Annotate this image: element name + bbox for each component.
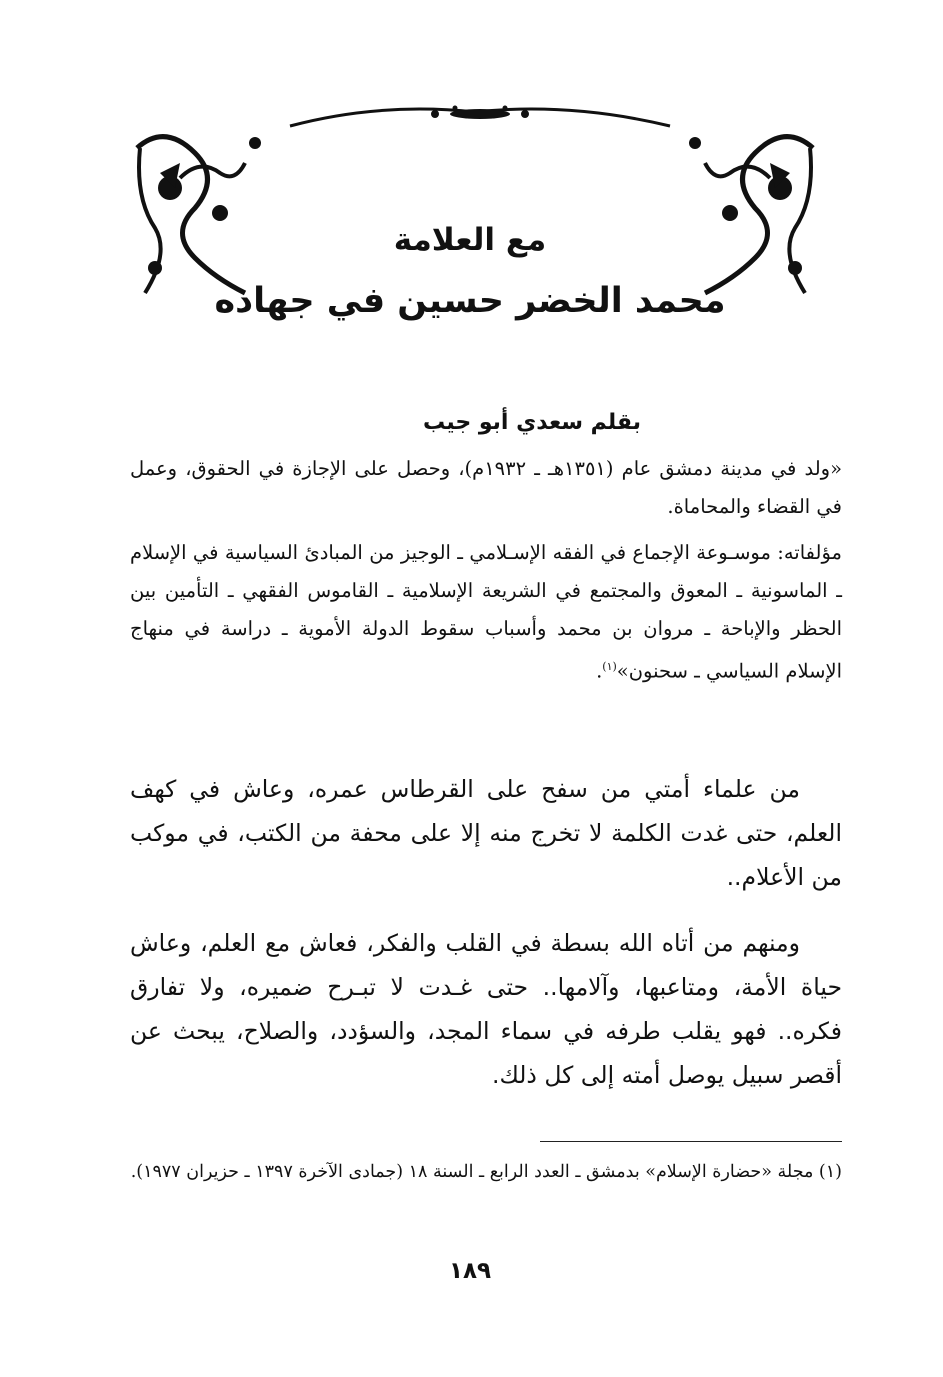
author-byline: بقلم سعدي أبو جيب bbox=[423, 410, 641, 435]
footnote-divider bbox=[540, 1141, 842, 1142]
chapter-title-line-2: محمد الخضر حسين في جهاده bbox=[214, 281, 726, 321]
chapter-title-line-1: مع العلامة bbox=[393, 222, 547, 258]
bio-paragraph-2-end: . bbox=[596, 659, 603, 683]
left-corner-ornament-icon bbox=[125, 118, 270, 298]
top-ornament-icon bbox=[285, 100, 675, 130]
body-paragraph-1: من علماء أمتي من سفح على القرطاس عمره، وعاش في كهف العلم، حتى غدت الكلمة لا تخرج منه إلا على محفة من الكتب، في موكب من الأعلام.. bbox=[130, 775, 842, 891]
page-number: ١٨٩ bbox=[448, 1258, 492, 1284]
footnote-reference: (١) bbox=[602, 660, 617, 673]
bio-paragraph-2-text: مؤلفاته: موسـوعة الإجماع في الفقه الإسـلامي ـ الوجيز من المبادئ السياسية في الإسلام ـ الماسونية ـ المعوق والمجتمع في الشريعة الإسلامية ـ القاموس الفقهي ـ التأمين بين الحظر والإباحة ـ مروان بن محمد وأسباب سقوط الدولة الأموية ـ دراسة في منهاج الإسلام السياسي ـ سحنون» bbox=[130, 541, 842, 683]
body-paragraph-2: ومنهم من أتاه الله بسطة في القلب والفكر، فعاش مع العلم، وعاش حياة الأمة، ومتاعبها، وآلامها.. حتى غـدت لا تبـرح ضميره، ولا تفارق فكره.. فهو يقلب طرفه في سماء المجد، والسؤدد، والصلاح، يبحث عن أقصر سبيل يوصل أمته إلى كل ذلك. bbox=[130, 929, 842, 1089]
right-corner-ornament-icon bbox=[680, 118, 825, 298]
footnote: (١) مجلة «حضارة الإسلام» بدمشق ـ العدد الرابع ـ السنة ١٨ (جمادى الآخرة ١٣٩٧ ـ حزيران ١٩٧٧). bbox=[130, 1162, 842, 1182]
bio-paragraph-2 bbox=[130, 534, 842, 691]
bio-paragraph-1: «ولد في مدينة دمشق عام (١٣٥١هـ ـ ١٩٣٢م)، وحصل على الإجازة في الحقوق، وعمل في القضاء والمحاماة. bbox=[130, 457, 842, 518]
